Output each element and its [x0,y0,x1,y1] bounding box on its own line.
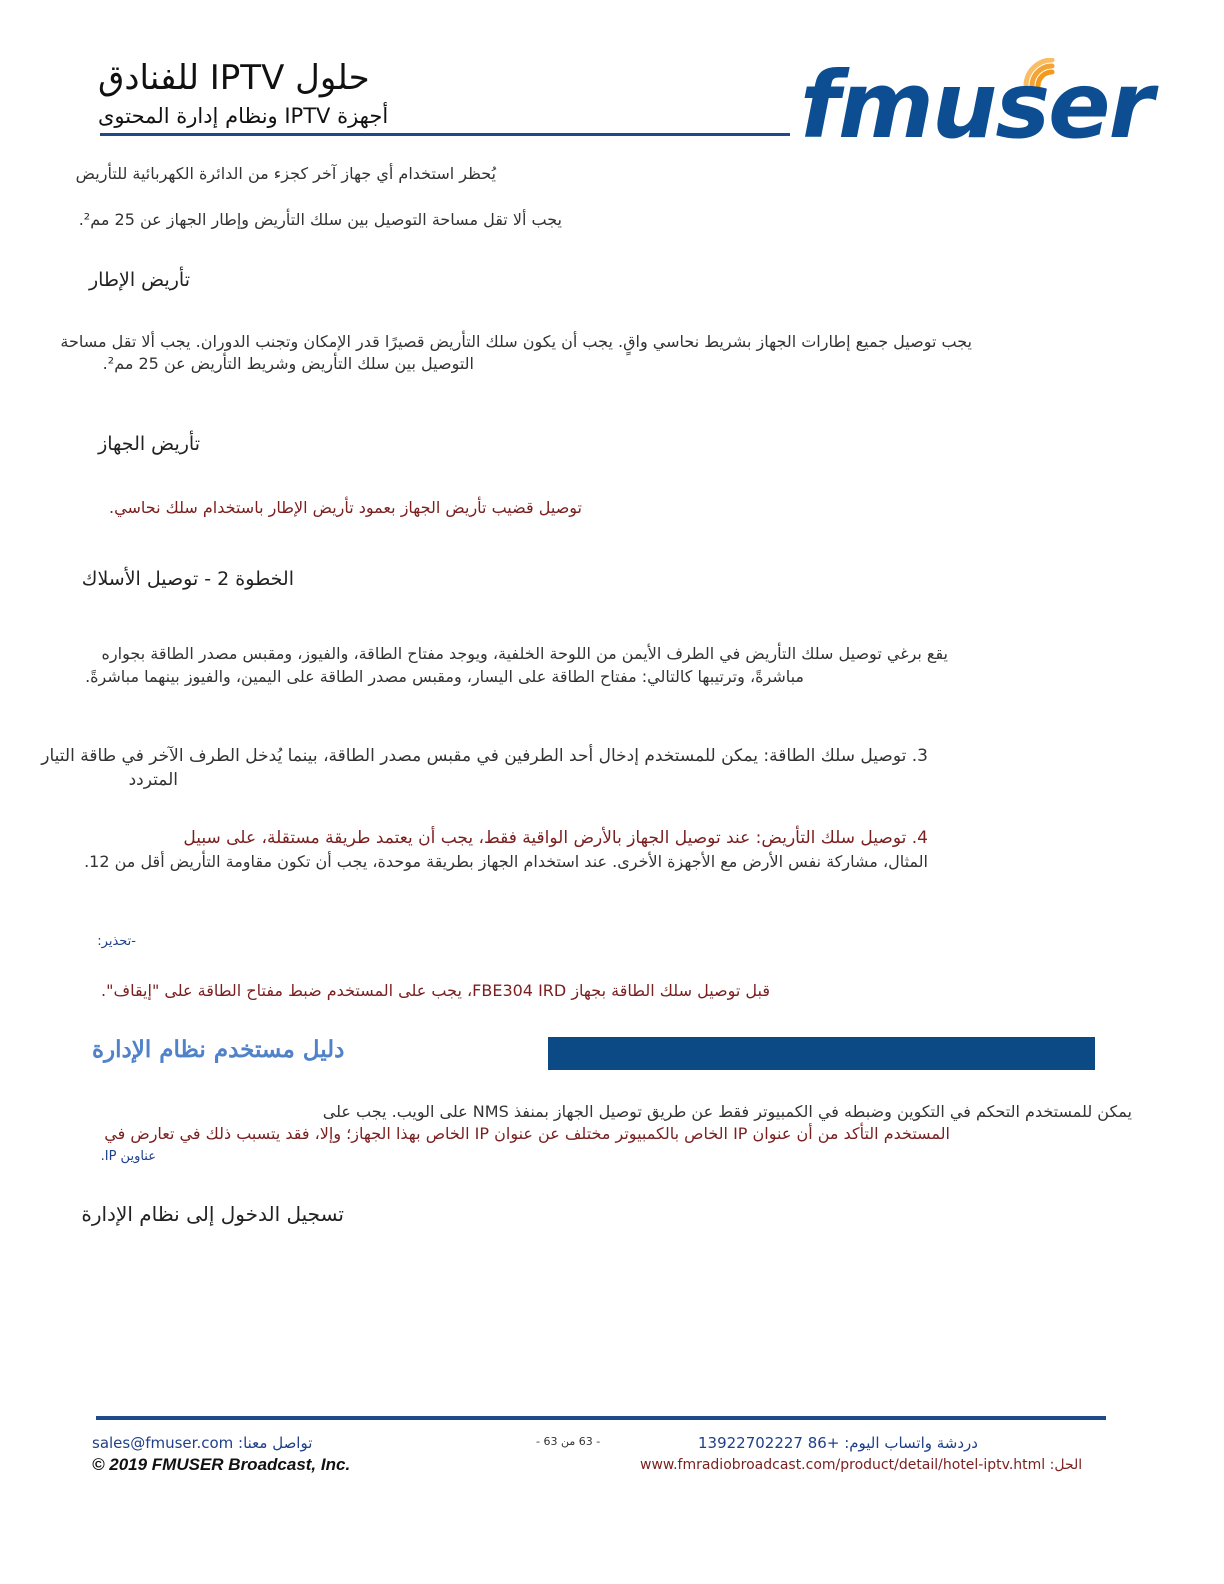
paragraph-nms-line-1: يمكن للمستخدم التحكم في التكوين وضبطه في الكمبيوتر فقط عن طريق توصيل الجهاز بمنفذ NMS على الويب. يجب على [322,1102,1132,1121]
footer-divider [96,1416,1106,1420]
paragraph-ground-wire-line-1: 4. توصيل سلك التأريض: عند توصيل الجهاز بالأرض الواقية فقط، يجب أن يعتمد طريقة مستقلة، على سبيل [183,828,928,848]
paragraph-frame-line-1: يجب توصيل جميع إطارات الجهاز بشريط نحاسي واقٍ. يجب أن يكون سلك التأريض قصيرًا قدر الإمكان وتجنب الدوران. يجب ألا تقل مساحة [60,332,972,351]
paragraph-warning: قبل توصيل سلك الطاقة بجهاز FBE304 IRD، يجب على المستخدم ضبط مفتاح الطاقة على "إيقاف". [101,981,770,1000]
document-subtitle: أجهزة IPTV ونظام إدارة المحتوى [98,104,389,128]
document-title: حلول IPTV للفنادق [98,58,370,98]
heading-step-2-wiring: الخطوة 2 - توصيل الأسلاك [81,568,294,590]
paragraph-ground-prohibition: يُحظر استخدام أي جهاز آخر كجزء من الدائرة الكهربائية للتأريض [75,164,496,183]
paragraph-device-grounding: توصيل قضيب تأريض الجهاز بعمود تأريض الإطار باستخدام سلك نحاسي. [109,498,582,517]
logo-wordmark: fmuser [800,52,1152,159]
header-divider [100,133,790,136]
paragraph-nms-line-2: المستخدم التأكد من أن عنوان IP الخاص بالكمبيوتر مختلف عن عنوان IP الخاص بهذا الجهاز؛ وإلا، فقد يتسبب ذلك في تعارض في [104,1124,950,1143]
paragraph-nms-line-3: عناوين IP. [100,1149,156,1164]
paragraph-frame-line-2: التوصيل بين سلك التأريض وشريط التأريض عن 25 مم². [102,354,474,373]
section-title-management-guide: دليل مستخدم نظام الإدارة [92,1036,345,1063]
footer-contact-email[interactable]: sales@fmuser.com :تواصل معنا [92,1434,313,1452]
paragraph-power-cord-line-2: المتردد [128,770,178,790]
heading-device-grounding: تأريض الجهاز [98,433,200,455]
paragraph-ground-wire-line-2: المثال، مشاركة نفس الأرض مع الأجهزة الأخرى. عند استخدام الجهاز بطريقة موحدة، يجب أن تكون مقاومة التأريض أقل من 12. [84,852,928,871]
warning-label: -تحذير: [97,934,136,949]
footer-whatsapp[interactable]: دردشة واتساب اليوم: +86 13922702227 [698,1434,978,1452]
footer-copyright: © 2019 FMUSER Broadcast, Inc. [92,1455,351,1474]
paragraph-wiring-line-1: يقع برغي توصيل سلك التأريض في الطرف الأيمن من اللوحة الخلفية، ويوجد مفتاح الطاقة، والفيوز، ومقبس مصدر الطاقة بجواره [101,644,948,663]
fmuser-logo [796,52,1152,159]
paragraph-power-cord-line-1: 3. توصيل سلك الطاقة: يمكن للمستخدم إدخال أحد الطرفين في مقبس مصدر الطاقة، بينما يُدخل الطرف الآخر في طاقة التيار [41,746,928,766]
heading-frame-grounding: تأريض الإطار [88,269,190,291]
paragraph-wiring-line-2: مباشرةً، وترتيبها كالتالي: مفتاح الطاقة على اليسار، ومقبس مصدر الطاقة على اليمين، والفيوز بينهما مباشرةً. [85,667,804,686]
section-banner-bar [548,1037,1095,1070]
heading-login-management: تسجيل الدخول إلى نظام الإدارة [81,1202,344,1226]
paragraph-connection-area: يجب ألا تقل مساحة التوصيل بين سلك التأريض وإطار الجهاز عن 25 مم². [78,210,562,229]
footer-solution-link[interactable]: الحل: www.fmradiobroadcast.com/product/detail/hotel-iptv.html [640,1457,1083,1473]
footer-page-number: - 63 من 63 - [536,1435,601,1448]
